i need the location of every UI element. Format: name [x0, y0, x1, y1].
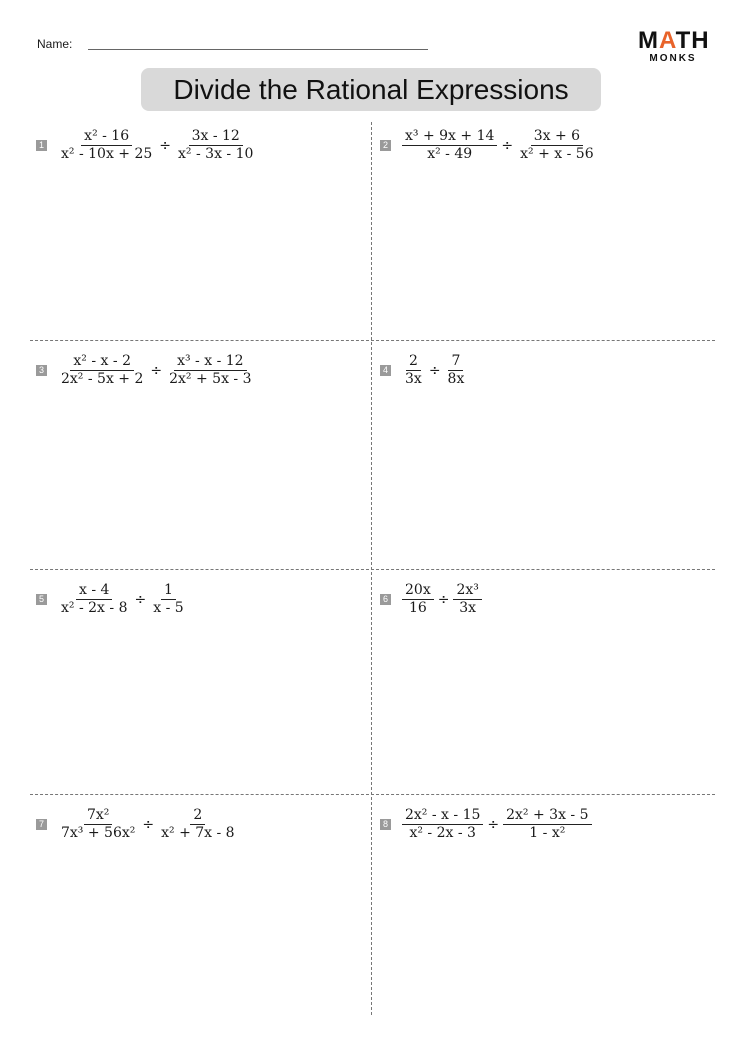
numerator: 7	[448, 353, 463, 371]
page-title	[141, 68, 601, 111]
numerator: x³ - x - 12	[174, 353, 246, 371]
fraction-1	[58, 582, 130, 617]
problem-7	[36, 807, 238, 842]
numerator: x³ + 9x + 14	[402, 128, 497, 146]
numerator: 3x - 12	[189, 128, 243, 146]
fraction-2	[166, 353, 254, 388]
fraction-1	[402, 128, 497, 163]
problem-1	[36, 128, 256, 163]
numerator: 2x³	[453, 582, 481, 600]
denominator: 3x	[405, 371, 422, 387]
fraction-1	[58, 128, 155, 163]
division-sign: ÷	[134, 591, 147, 608]
problem-8	[380, 807, 592, 842]
denominator: x² + x - 56	[520, 146, 594, 162]
page-title-text: Divide the Rational Expressions	[173, 73, 569, 105]
denominator: x² - 3x - 10	[178, 146, 254, 162]
name-label: Name:	[37, 37, 73, 51]
logo-letter-a: A	[659, 27, 676, 54]
denominator: 7x³ + 56x²	[61, 825, 136, 841]
fraction-1	[402, 582, 434, 617]
problem-5	[36, 582, 187, 617]
problem-3	[36, 353, 255, 388]
fraction-1	[402, 807, 483, 842]
problem-number: 7	[36, 819, 47, 830]
numerator: 2x² - x - 15	[402, 807, 483, 825]
denominator: 2x² - 5x + 2	[61, 371, 144, 387]
problem-6	[380, 582, 482, 617]
division-sign: ÷	[428, 362, 441, 379]
division-sign: ÷	[142, 816, 155, 833]
denominator: 16	[408, 600, 427, 616]
fraction-2	[158, 807, 237, 842]
fraction-2	[503, 807, 591, 842]
fraction-1	[58, 807, 138, 842]
division-sign: ÷	[437, 591, 450, 608]
problem-2	[380, 128, 597, 163]
denominator: x² + 7x - 8	[161, 825, 235, 841]
problem-number: 8	[380, 819, 391, 830]
problem-number: 5	[36, 594, 47, 605]
numerator: 2x² + 3x - 5	[503, 807, 591, 825]
denominator: x² - 10x + 25	[61, 146, 153, 162]
problem-number: 3	[36, 365, 47, 376]
numerator: 1	[161, 582, 176, 600]
horizontal-divider	[30, 794, 715, 795]
logo-subtext: MONKS	[649, 53, 697, 64]
fraction-1	[58, 353, 146, 388]
problem-number: 2	[380, 140, 391, 151]
denominator: 1 - x²	[529, 825, 566, 841]
division-sign: ÷	[150, 362, 163, 379]
denominator: x² - 49	[427, 146, 473, 162]
denominator: 2x² + 5x - 3	[169, 371, 252, 387]
division-sign: ÷	[501, 137, 514, 154]
denominator: 3x	[459, 600, 477, 616]
numerator: x - 4	[76, 582, 112, 600]
denominator: x - 5	[153, 600, 184, 616]
numerator: 20x	[402, 582, 434, 600]
denominator: 8x	[447, 371, 465, 387]
fraction-2	[453, 582, 481, 617]
horizontal-divider	[30, 569, 715, 570]
logo-letter-m: M	[638, 27, 659, 54]
problem-number: 1	[36, 140, 47, 151]
numerator: 2	[406, 353, 421, 371]
division-sign: ÷	[487, 816, 500, 833]
numerator: 2	[190, 807, 205, 825]
problem-4	[380, 353, 467, 388]
fraction-1	[402, 353, 425, 388]
denominator: x² - 2x - 3	[409, 825, 476, 841]
fraction-2	[175, 128, 256, 163]
name-field-line[interactable]	[88, 49, 428, 50]
horizontal-divider	[30, 340, 715, 341]
problem-number: 6	[380, 594, 391, 605]
logo-letters-th: TH	[675, 27, 710, 54]
fraction-2	[150, 582, 186, 617]
numerator: 7x²	[84, 807, 112, 825]
fraction-2	[445, 353, 468, 388]
numerator: 3x + 6	[531, 128, 583, 146]
division-sign: ÷	[159, 137, 172, 154]
math-monks-logo	[638, 29, 708, 65]
logo-wordmark	[638, 29, 708, 53]
numerator: x² - 16	[81, 128, 132, 146]
denominator: x² - 2x - 8	[61, 600, 128, 616]
fraction-2	[517, 128, 596, 163]
problem-number: 4	[380, 365, 391, 376]
numerator: x² - x - 2	[70, 353, 134, 371]
